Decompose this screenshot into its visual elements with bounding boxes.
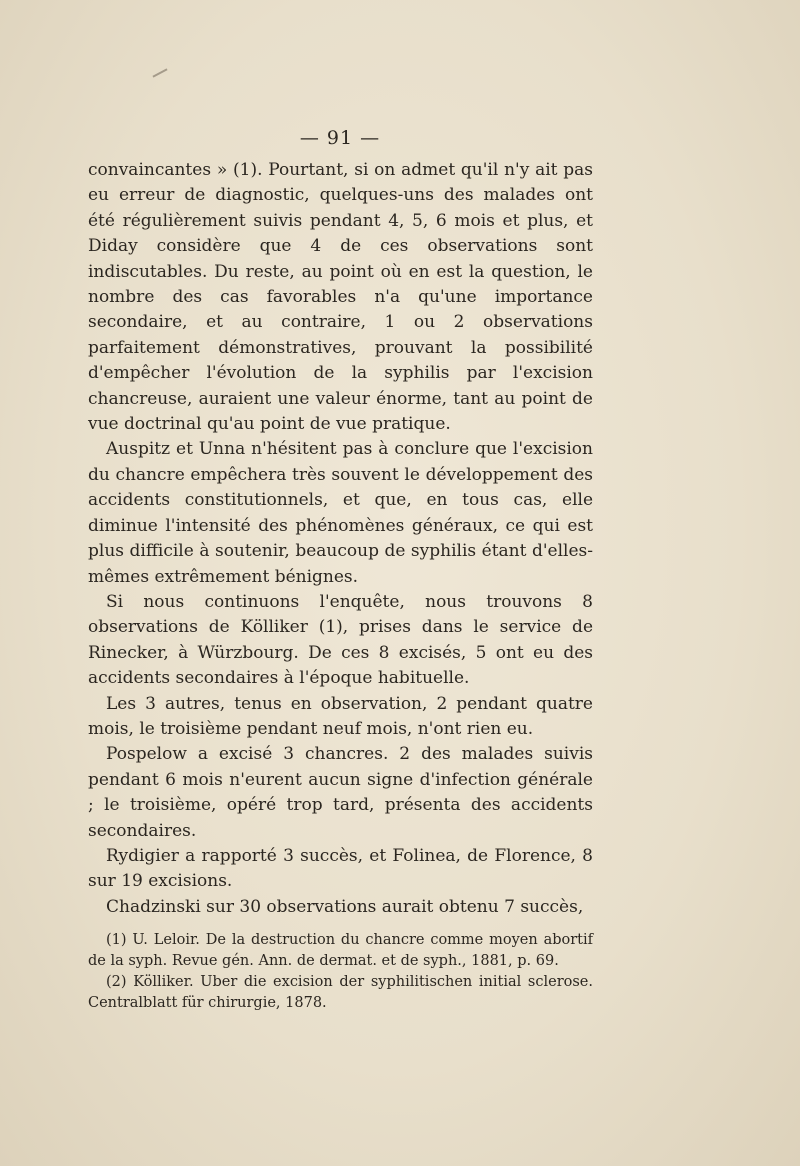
body-text (88, 158, 593, 920)
pencil-mark (152, 68, 167, 77)
footnote: (2) Kölliker. Uber die excision der syphilitischen initial sclerose. Centralblatt für chirurgie, 1878. (88, 974, 593, 1011)
page-number: — 91 — (299, 127, 381, 149)
footnote: (1) U. Leloir. De la destruction du chancre comme moyen abortif de la syph. Revue gén. Ann. de dermat. et de syph., 1881, p. 69. (88, 932, 593, 969)
paragraph: Les 3 autres, tenus en observation, 2 pendant quatre mois, le troisième pendant neuf mois, n'ont rien eu. (88, 693, 593, 739)
paragraph: Auspitz et Unna n'hésitent pas à conclure que l'excision du chancre empêchera très souvent le développement des accidents constitutionnels, et que, en tous cas, elle diminue l'intensité des phénomènes généraux, ce qui est plus difficile à soutenir, beaucoup de syphilis étant d'elles-mêmes extrêmement bénignes. (88, 439, 593, 587)
paragraph: Pospelow a excisé 3 chancres. 2 des malades suivis pendant 6 mois n'eurent aucun signe d'infection générale ; le troisième, opéré trop tard, présenta des accidents secondaires. (88, 744, 593, 841)
footnotes (88, 930, 593, 1014)
paragraph: Chadzinski sur 30 observations aurait obtenu 7 succès, (106, 896, 584, 917)
paragraph: Rydigier a rapporté 3 succès, et Folinea, de Florence, 8 sur 19 excisions. (88, 845, 593, 892)
paragraph: Si nous continuons l'enquête, nous trouvons 8 observations de Kölliker (1), prises dans le service de Rinecker, à Würzbourg. De ces 8 excisés, 5 ont eu des accidents secondaires à l'époque habituelle. (88, 591, 593, 689)
paragraph: convaincantes » (1). Pourtant, si on admet qu'il n'y ait pas eu erreur de diagnostic, quelques-uns des malades ont été régulièrement suivis pendant 4, 5, 6 mois et plus, et Diday considère que 4 de ces observations sont indiscutables. Du reste, au point où en est la question, le nombre des cas favorables n'a qu'une importance secondaire, et au contraire, 1 ou 2 observations parfaitement démonstratives, prouvant la possibilité d'empêcher l'évolution de la syphilis par l'excision chancreuse, auraient une valeur énorme, tant au point de vue doctrinal qu'au point de vue pratique. (88, 160, 593, 435)
